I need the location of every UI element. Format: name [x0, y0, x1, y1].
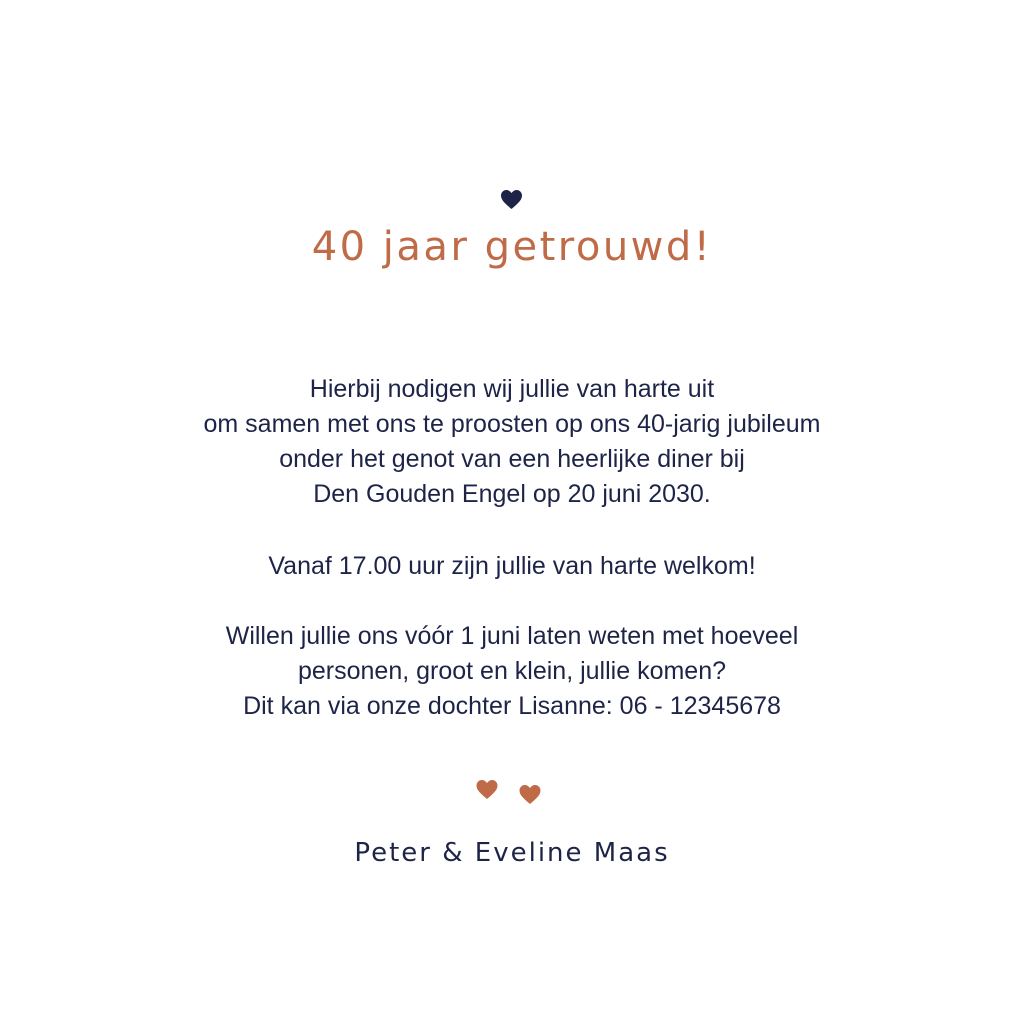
- text-line: Vanaf 17.00 uur zijn jullie van harte welkom!: [268, 552, 756, 580]
- invitation-paragraph-3: [0, 619, 1024, 724]
- text-line: om samen met ons te proosten op ons 40-jarig jubileum: [203, 410, 821, 438]
- heart-icon: [518, 784, 542, 805]
- text-line: personen, groot en klein, jullie komen?: [297, 657, 727, 685]
- text-line: Willen jullie ons vóór 1 juni laten weten met hoeveel: [225, 622, 799, 650]
- text-line: onder het genot van een heerlijke diner bij: [279, 445, 745, 473]
- signature: Peter & Eveline Maas: [354, 838, 670, 868]
- card-title: 40 jaar getrouwd!: [311, 224, 713, 270]
- heart-icon: [475, 779, 499, 800]
- text-line: Dit kan via onze dochter Lisanne: 06 - 12345678: [243, 692, 781, 720]
- heart-icon: [500, 189, 523, 210]
- text-line: Den Gouden Engel op 20 juni 2030.: [313, 480, 711, 508]
- invitation-paragraph-1: [0, 372, 1024, 512]
- text-line: Hierbij nodigen wij jullie van harte uit: [309, 375, 715, 403]
- invitation-paragraph-2: [0, 549, 1024, 584]
